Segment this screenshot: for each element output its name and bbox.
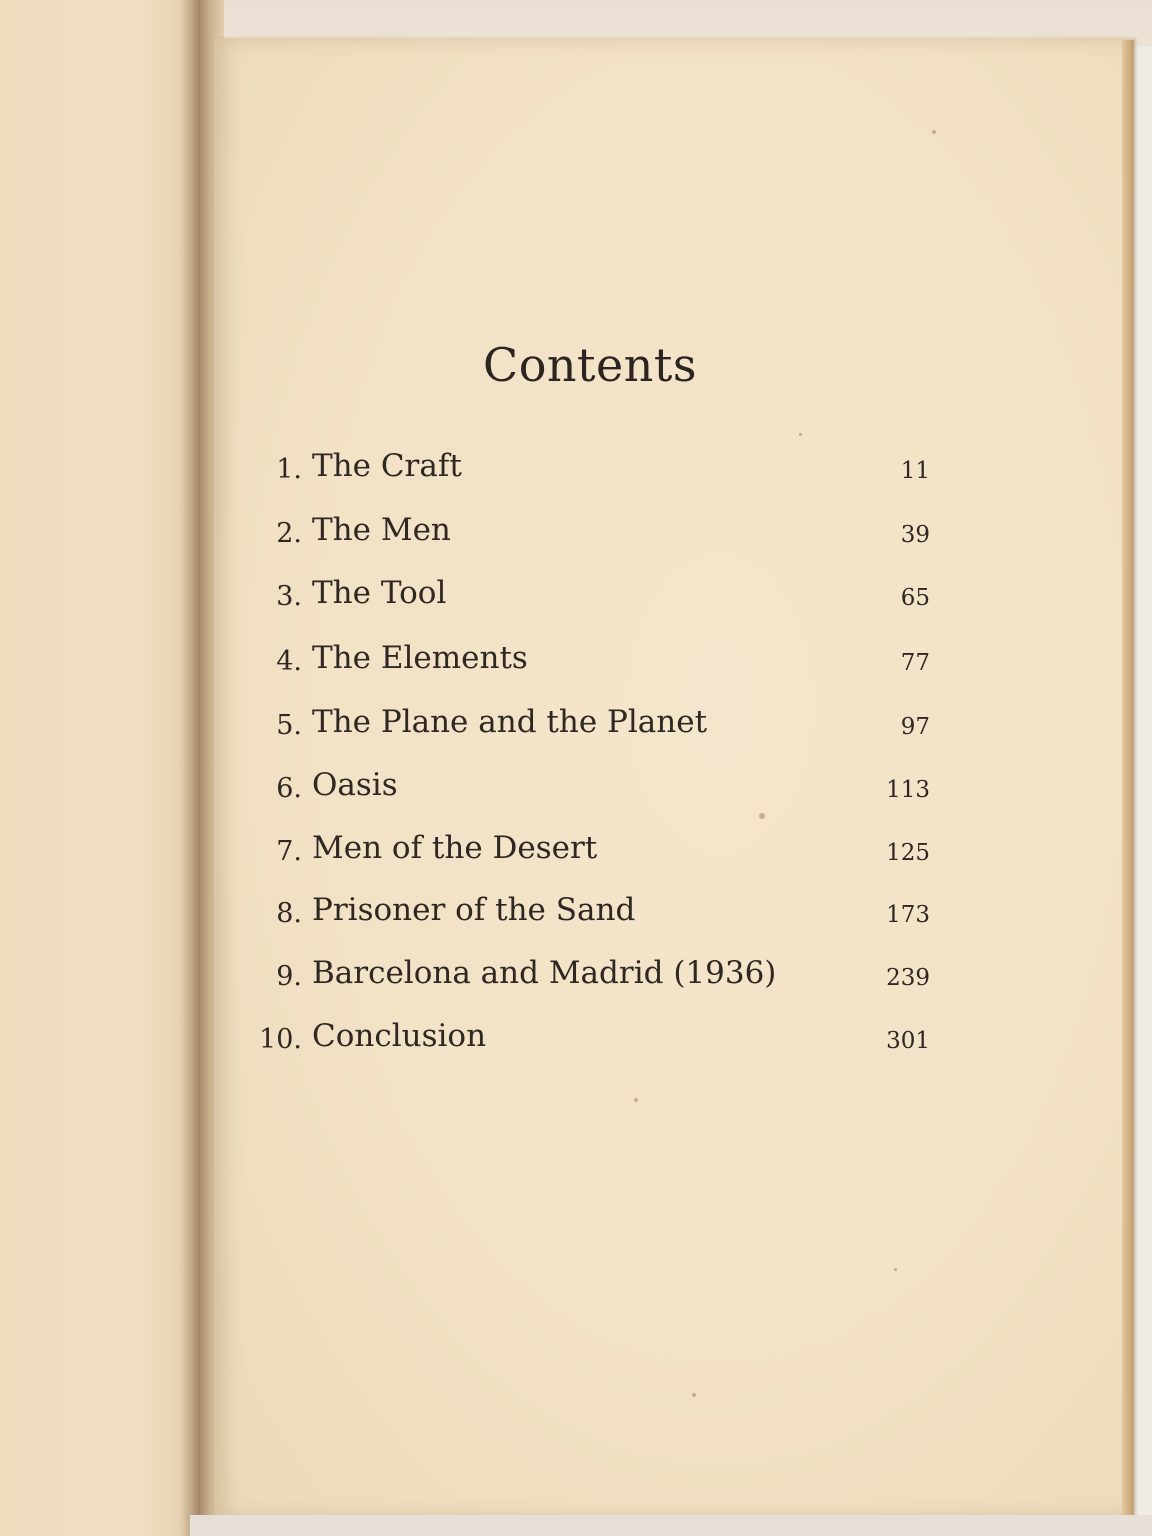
- toc-entry-title: Men of the Desert: [312, 830, 598, 866]
- toc-entry: [250, 446, 940, 496]
- toc-entry-title: Conclusion: [312, 1018, 487, 1054]
- toc-entry: [250, 702, 940, 752]
- page-edge: [1122, 40, 1134, 1518]
- contents-heading: Contents: [483, 338, 697, 392]
- paper-speck: [799, 433, 802, 436]
- left-page-curve-shadow: [178, 0, 200, 1536]
- toc-entry-title: The Men: [312, 512, 451, 548]
- toc-entry-title: Oasis: [312, 767, 398, 803]
- toc-entry: [250, 1016, 940, 1066]
- toc-entry-title: The Craft: [312, 448, 462, 484]
- toc-entry-page: 125: [886, 840, 930, 866]
- toc-entry-page: 239: [886, 965, 930, 991]
- toc-entry: [250, 638, 940, 688]
- toc-entry-page: 11: [900, 458, 930, 484]
- toc-entry-number: 9.: [276, 961, 302, 992]
- toc-entry-number: 7.: [276, 836, 302, 867]
- toc-entry-title: The Elements: [312, 640, 528, 676]
- toc-entry-number: 6.: [276, 773, 302, 804]
- toc-entry: [250, 890, 940, 940]
- toc-entry-number: 3.: [276, 581, 302, 612]
- paper-speck: [932, 130, 936, 134]
- toc-entry-number: 4.: [276, 646, 302, 677]
- toc-entry-number: 1.: [276, 454, 302, 485]
- toc-entry-page: 97: [900, 714, 930, 740]
- toc-entry-number: 10.: [259, 1024, 302, 1055]
- background-surface: [190, 1515, 1152, 1536]
- paper-speck: [692, 1393, 696, 1397]
- toc-entry: [250, 828, 940, 878]
- toc-entry-page: 173: [886, 902, 930, 928]
- toc-entry-title: Barcelona and Madrid (1936): [312, 955, 777, 991]
- toc-entry: [250, 510, 940, 560]
- toc-entry-title: Prisoner of the Sand: [312, 892, 636, 928]
- paper-speck: [634, 1098, 638, 1102]
- left-page: [0, 0, 200, 1536]
- toc-entry-page: 65: [900, 585, 930, 611]
- paper-speck: [894, 1268, 897, 1271]
- toc-entry-title: The Plane and the Planet: [312, 704, 708, 740]
- toc-entry-page: 77: [900, 650, 930, 676]
- toc-entry-title: The Tool: [312, 575, 447, 611]
- toc-entry-number: 2.: [276, 518, 302, 549]
- toc-entry: [250, 953, 940, 1003]
- toc-entry-number: 5.: [276, 710, 302, 741]
- toc-entry-page: 301: [886, 1028, 930, 1054]
- toc-entry: [250, 573, 940, 623]
- toc-entry-page: 39: [900, 522, 930, 548]
- toc-entry: [250, 765, 940, 815]
- toc-entry-number: 8.: [276, 898, 302, 929]
- toc-entry-page: 113: [886, 777, 930, 803]
